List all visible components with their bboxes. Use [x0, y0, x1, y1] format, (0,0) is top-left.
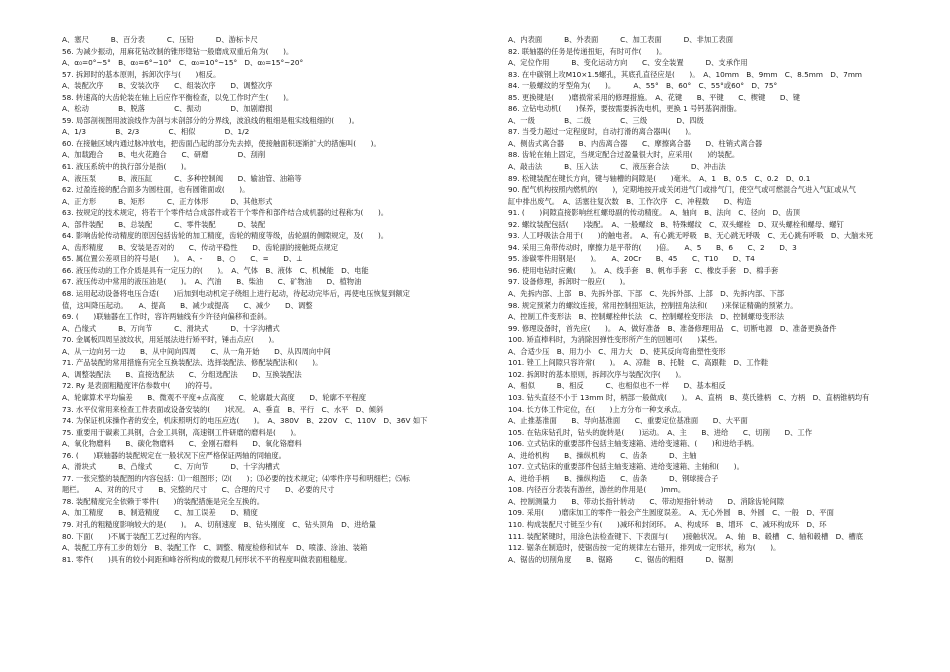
- question-line: A、定位作用 B、变化运动方向 C、安全装置 D、支承作用: [508, 58, 748, 68]
- question-line: 64. 影响齿轮传动精度的原因包括齿轮的加工精度，齿轮的精度等级，齿轮副的侧隙规定，及( )。: [62, 231, 389, 241]
- question-line: A、松动 B、脱落 C、振动 D、加剧磨损: [62, 104, 273, 114]
- question-line: A、敲击法 B、压入法 C、液压套合法 D、冲击法: [508, 162, 726, 172]
- question-line: A、侧齿式离合器 B、内齿离合器 C、摩擦离合器 D、柱销式离合器: [508, 138, 763, 148]
- question-line: 111. 装配紧键时，用涂色法检查键下、下表面与( )接触状况。 A、轴 B、毂槽 C、轴和毂槽 D、槽底: [508, 531, 864, 541]
- question-line: A、塞尺 B、百分表 C、压铅 D、游标卡尺: [62, 35, 258, 44]
- question-line: 66. 液压传动的工作介质是具有一定压力的( )。 A、气体 B、液体 C、机械能 D、电能: [62, 265, 369, 275]
- question-line: 59. 局部剖视图用波浪线作为剖与未剖部分的分界线，波浪线的粗细是粗实线粗细的( )。: [62, 115, 359, 125]
- question-line: A、止推基准面 B、导向基准面 C、重要定位基准面 D、大平面: [508, 416, 748, 426]
- question-line: A、部件装配 B、总装配 C、零件装配 D、装配: [62, 219, 266, 229]
- question-line: 76. ( )联轴器的装配规定在一般状况下应严格保证两轴的同轴度。: [62, 450, 286, 460]
- question-line: A、滑块式 B、凸缘式 C、万向节 D、十字沟槽式: [62, 462, 280, 472]
- question-line: A、合适少压 B、用力小 C、用力大 D、使其反向弯曲塑性变形: [508, 346, 726, 356]
- question-line: 56. 为减少振动，用麻花钻改制的锥形锪钻一般磨成双重后角为( )。: [62, 46, 294, 56]
- question-line: 69. ( )联轴器在工作时，容许两轴线有少许径向偏移和歪斜。: [62, 312, 272, 322]
- question-line: 85. 更换键是( )磨损常采用的修理措施。 A、花键 B、平键 C、楔键 D、键: [508, 92, 801, 102]
- question-line: 79. 对孔的粗糙度影响较大的是( )。 A、切削速度 B、钻头刚度 C、钻头顶角 D、进给量: [62, 519, 376, 529]
- question-line: 缸中排出废气。 A、活塞往复次数 B、工作次序 C、冲程数 D、构造: [508, 196, 752, 206]
- question-line: A、装配次序 B、安装次序 C、组装次序 D、调整次序: [62, 81, 273, 91]
- question-line: 87. 当受力超过一定程度时，自动打滑的离合器叫( )。: [508, 127, 696, 137]
- question-line: 78. 装配精度完全依赖于零件( )的装配措施是完全互换的。: [62, 496, 265, 506]
- question-line: A、轮廓算术平均偏差 B、微观不平度+点高度 C、轮廓最大高度 D、轮廓不平程度: [62, 392, 367, 402]
- question-line: 86. 立钻电动机( )保养，要按需要拆洗电机，更换 1 号钙基润滑脂。: [508, 104, 742, 114]
- question-line: A、一级 B、二级 C、三级 D、四级: [508, 115, 704, 125]
- question-line: A、液压泵 B、液压缸 C、多种控制阀 D、输油管、油箱等: [62, 173, 302, 183]
- question-line: A、齿形精度 B、安装是否对的 C、传动平稳性 D、齿轮副的接触斑点规定: [62, 242, 339, 252]
- question-line: A、加载跑合 B、电火花跑合 C、研磨 D、刮削: [62, 150, 266, 160]
- question-line: A、内表面 B、外表面 C、加工表面 D、非加工表面: [508, 35, 734, 44]
- question-line: 109. 采用( )磨床加工的零件一般会产生圆度误差。 A、无心外圆 B、外圆 C、一般 D、平面: [508, 508, 834, 518]
- question-line: 108. 内径百分表装有游丝，游丝的作用是( )mm。: [508, 485, 686, 495]
- question-line: 75. 重要用于碳素工具钢，合金工具钢，高速钢工件研磨的磨料是( )。: [62, 427, 301, 437]
- question-line: A、正方形 B、矩形 C、正方体形 D、其他形式: [62, 196, 273, 206]
- question-line: 70. 金属板四周呈波纹状，用延展法进行矫平时，锤击点应( )。: [62, 335, 279, 345]
- question-line: 67. 液压传动中常用的液压油是( )。 A、汽油 B、柴油 C、矿物油 D、植物油: [62, 277, 362, 287]
- question-line: A、先拆内部、上部 B、先拆外部、下部 C、先拆外部、上部 D、先拆内部、下部: [508, 289, 785, 299]
- question-line: 93. 人工呼吸法合用于( )的触电者。 A、有心跳无呼吸 B、无心跳无呼吸 C、无心跳有呼吸 D、大脑未死: [508, 231, 874, 241]
- question-line: 68. 运用起动设备将电压合适( )后加到电动机定子绕组上进行起动，待起动完毕后，再使电压恢复到额定: [62, 289, 410, 299]
- question-line: 57. 拆卸时的基本原则，拆卸次序与( )相反。: [62, 69, 221, 79]
- question-line: 90. 配气机构按照内燃机的( )，定期地按开或关闭进气门或排气门，使空气或可燃混合气进入气缸或从气: [508, 185, 856, 195]
- right-column: [508, 34, 918, 565]
- question-line: 82. 联轴器的任务是传递扭矩，有时可作( )。: [508, 46, 667, 56]
- question-line: A、装配工序有工步的划分 B、装配工作 C、调整、精度检修和试车 D、喷漆、涂油、装箱: [62, 543, 368, 553]
- question-line: A、凸缘式 B、万向节 C、滑块式 D、十字沟槽式: [62, 323, 280, 333]
- question-line: 91. ( )间隙直接影响丝杠螺母副的传动精度。 A、轴向 B、法向 C、径向 D、齿顶: [508, 208, 801, 218]
- question-line: 101. 锉工上间隙只容许常( )。 A、凉鞋 B、托鞋 C、高跟鞋 D、工作鞋: [508, 358, 769, 368]
- question-line: 102. 拆卸时的基本原则，拆卸次序与装配次序( )。: [508, 369, 686, 379]
- question-line: A、相似 B、相反 C、也相似也不一样 D、基本相反: [508, 381, 726, 391]
- question-line: A、加工精度 B、制造精度 C、加工误差 D、精度: [62, 508, 258, 518]
- question-line: A、控制测量力 B、带动长指针转动 C、带动短指针转动 D、消除齿轮间隙: [508, 496, 785, 506]
- question-line: A、从一边向另一边 B、从中间向四周 C、从一角开始 D、从四周向中间: [62, 346, 331, 356]
- question-line: 81. 零件( )具有的较小间距和峰谷所构成的微观几何形状不平的程度叫做表面粗糙度。: [62, 554, 352, 564]
- question-line: A、进给机构 B、操纵机构 C、齿条 D、主轴: [508, 450, 697, 460]
- question-line: 值，这叫降压起动。 A、提高 B、减少或提高 C、减少 D、调整: [62, 300, 313, 310]
- question-line: 77. 一张完整的装配图的内容包括：⑴一组图形；⑵( )；⑶必要的技术规定；⑷零件序号和明细栏；⑸标: [62, 473, 410, 483]
- question-line: A、锯齿的切削角度 B、锯路 C、锯齿的粗细 D、锯割: [508, 554, 734, 564]
- question-line: 88. 齿轮在轴上固定，当规定配合过盈量很大时，应采用( )的装配。: [508, 150, 740, 160]
- question-line: 63. 按规定的技术规定，将若干个零件结合成部件或若干个零件和部件结合成机器的过程称为( )。: [62, 208, 389, 218]
- question-line: A、控制工件变形法 B、控制螺栓伸长法 C、控制螺栓变形法 D、控制螺母变形法: [508, 312, 785, 322]
- question-line: 96. 使用电钻时应戴( )。 A、线手套 B、帆布手套 C、橡皮手套 D、棉手套: [508, 265, 779, 275]
- question-line: 83. 在中碳钢上攻M10×1.5螺孔，其底孔直径应是( )。 A、10mm B、9mm C、8.5mm D、7mm: [508, 69, 863, 79]
- question-line: 题栏。 A、对的的尺寸 B、完整的尺寸 C、合理的尺寸 D、必要的尺寸: [62, 485, 335, 495]
- question-line: 110. 构成装配尺寸链至少有( )减环和封闭环。 A、构成环 B、增环 C、减环构成环 D、环: [508, 519, 827, 529]
- question-line: 107. 立式钻床的重要部件包括主轴变速箱、进给变速箱、主轴和( )。: [508, 462, 744, 472]
- question-line: 58. 转速高的大齿轮装在轴上后应作平衡检查，以免工作时产生( )。: [62, 92, 294, 102]
- question-line: 100. 矫直棒料时，为消除因弹性变形所产生的回翘可( )某些。: [508, 335, 722, 345]
- question-line: 106. 立式钻床的重要部件包括主轴变速箱、进给变速箱、( )和进给手柄。: [508, 439, 759, 449]
- question-line: 74. 为保证机床操作者的安全，机床照明灯的电压应选( )。 A、380V B、220V C、110V D、36V 如下: [62, 416, 428, 426]
- question-line: A、进给手柄 B、操纵构造 C、齿条 D、钢球接合子: [508, 473, 719, 483]
- question-line: A、1/3 B、2/3 C、相似 D、1/2: [62, 127, 250, 137]
- question-line: 60. 在接触区域内通过脉冲放电，把齿面凸起的部分先去掉，使接触面积逐渐扩大的措施叫( )。: [62, 138, 381, 148]
- question-line: 71. 产品装配的常用措施有完全互换装配法、选择装配法、修配装配法和( )。: [62, 358, 323, 368]
- question-line: 112. 锯条在制造时，使锯齿按一定的规律左右错开，排列成一定形状，称为( )。: [508, 543, 781, 553]
- question-line: A、α₀=0°~5° B、α₀=6°~10° C、α₀=10°~15° D、α₀=15°~20°: [62, 58, 304, 68]
- question-line: 95. 渗碳零件用钢是( )。 A、20Cr B、45 C、T10 D、T4: [508, 254, 755, 264]
- question-line: 99. 修理设备时，首先应( )。 A、做好准备 B、准备修理用品 C、切断电源 D、准备更换备件: [508, 323, 837, 333]
- question-line: 97. 设备修理，拆卸时一般应( )。: [508, 277, 630, 287]
- question-line: 98. 规定预紧力的螺纹连接，常用控制扭矩法，控制扭角法和( )来保证精确的预紧力。: [508, 300, 798, 310]
- question-line: 84. 一般螺纹的牙型角为( )。 A、55° B、60° C、55°或60° D、75°: [508, 81, 778, 91]
- question-line: 104. 长方体工件定位，在( )上方分布一种支承点。: [508, 404, 686, 414]
- question-line: 92. 螺纹装配包括( )装配。 A、一般螺纹 B、特殊螺纹 C、双头螺栓 D、双头螺栓和螺母、螺钉: [508, 219, 844, 229]
- question-line: 61. 液压系统中的执行部分是指( )。: [62, 162, 192, 172]
- question-line: 73. 水平仪常用来检查工件表面或设备安装的( )状况。 A、垂直 B、平行 C、水平 D、倾斜: [62, 404, 384, 414]
- question-line: 80. 下面( )不属于装配工艺过程的内容。: [62, 531, 206, 541]
- question-line: 65. 属位置公差项目的符号是( )。 A、- B、○ C、= D、⊥: [62, 254, 303, 264]
- question-line: A、调整装配法 B、直接选配法 C、分组选配法 D、互换装配法: [62, 369, 302, 379]
- question-line: 103. 钻头直径不小于 13mm 时，柄部一般做成( )。 A、直柄 B、莫氏锥柄 C、方柄 D、直柄锥柄均有: [508, 392, 870, 402]
- question-line: 62. 过盈连接的配合面多为圆柱面，也有圆锥面或( )。: [62, 185, 250, 195]
- question-line: 72. Ry 是表面粗糙度评估参数中( )的符号。: [62, 381, 217, 391]
- question-line: 105. 在钻床钻孔时，钻头的旋转是( )运动。 A、主 B、进给 C、切削 D、工作: [508, 427, 813, 437]
- question-line: A、氧化物磨料 B、碳化物磨料 C、金刚石磨料 D、氧化铬磨料: [62, 439, 302, 449]
- question-line: 89. 松键装配在键长方向，键与轴槽的间隙是( )毫米。 A、1 B、0.5 C、0.2 D、0.1: [508, 173, 811, 183]
- left-column: [62, 34, 472, 565]
- question-line: 94. 采用三角带传动时，摩擦力是平带的( )倍。 A、5 B、6 C、2 D、3: [508, 242, 797, 252]
